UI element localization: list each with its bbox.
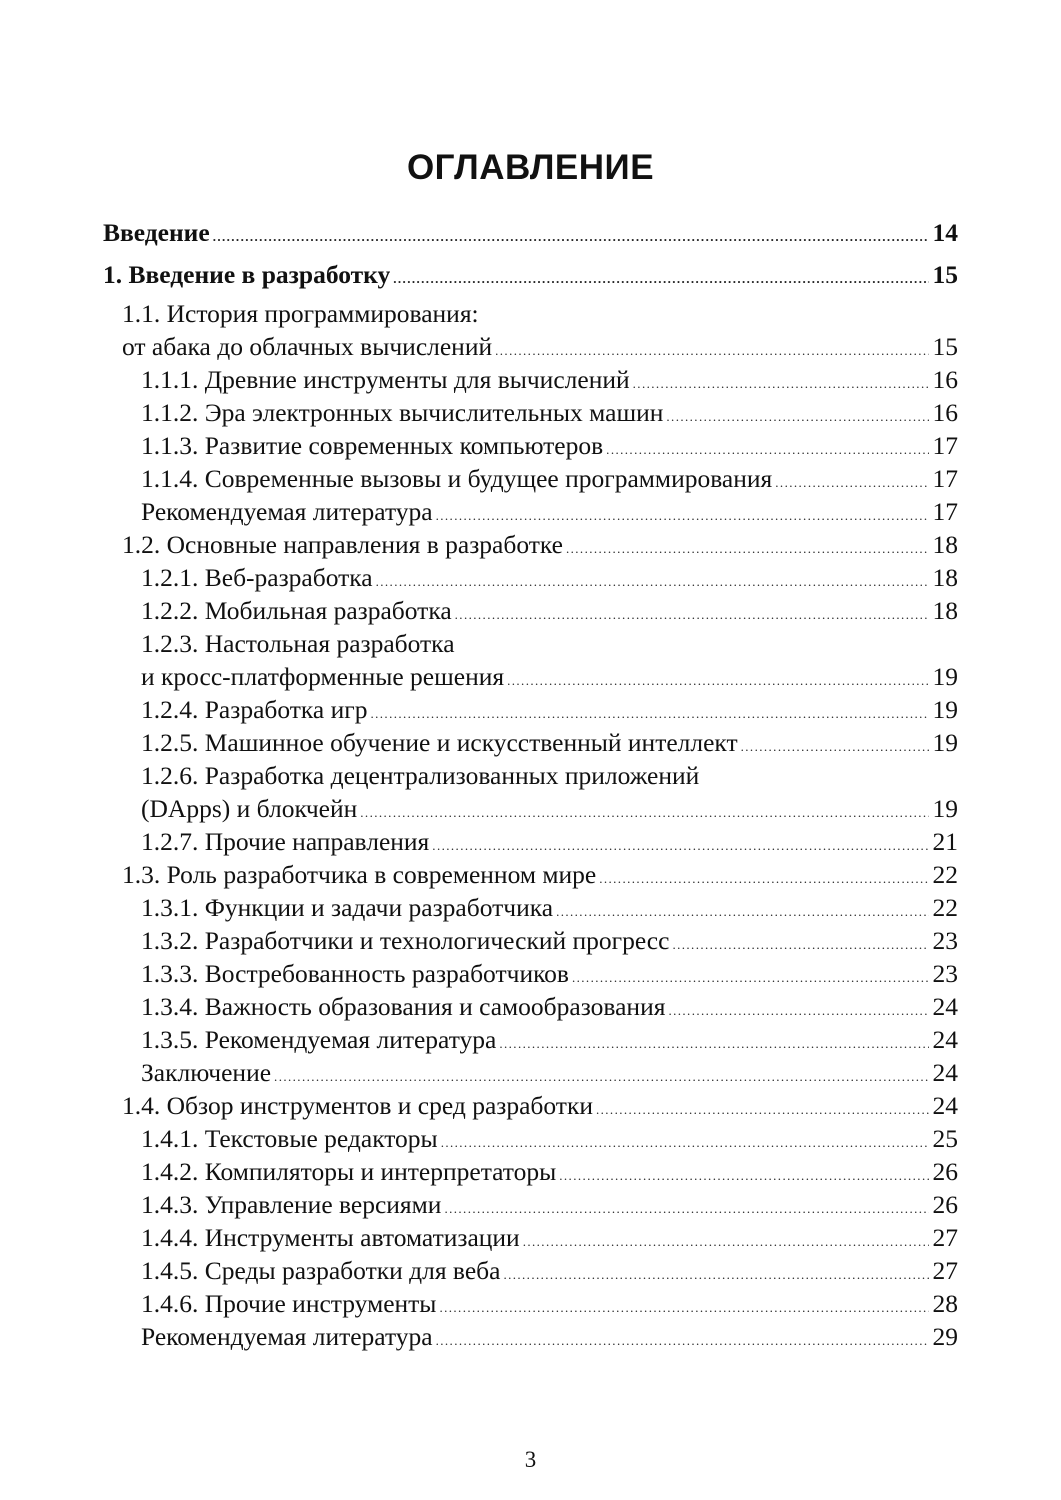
page-number: 3: [524, 1447, 537, 1472]
toc-entry-1-4-5[interactable]: [141, 1254, 958, 1291]
toc-entry-page: 22: [932, 893, 958, 922]
toc-entry-page: 17: [932, 497, 958, 526]
toc-entry-page: 24: [932, 1058, 958, 1087]
toc-entry-1-2-1[interactable]: [141, 561, 958, 598]
toc-entry-label: 1.2.4. Разработка игр: [141, 695, 368, 724]
toc-entry-label: 1.4. Обзор инструментов и сред разработки: [122, 1091, 593, 1120]
toc-entry-label: 1.2.5. Машинное обучение и искусственный интеллект: [141, 728, 738, 757]
toc-entry-page: 19: [932, 794, 958, 823]
toc-entry-label: Рекомендуемая литература: [141, 497, 433, 526]
toc-entry-1-1[interactable]: [122, 330, 958, 367]
toc-entry-page: 24: [932, 992, 958, 1021]
toc-entry-1-3-conclusion[interactable]: [141, 1056, 958, 1093]
toc-entry-page: 16: [932, 398, 958, 427]
toc-entry-page: 26: [932, 1157, 958, 1186]
toc-entry-label: 1.4.6. Прочие инструменты: [141, 1289, 437, 1318]
toc-entry-label: Заключение: [141, 1058, 272, 1087]
toc-entry-page: 19: [932, 695, 958, 724]
toc-entry-page: 24: [932, 1025, 958, 1054]
toc-entry-1-3-3[interactable]: [141, 957, 958, 994]
toc-entry-page: 23: [932, 926, 958, 955]
toc-entry-1-4-6[interactable]: [141, 1287, 958, 1324]
toc-entry-label: 1.2. Основные направления в разработке: [122, 530, 563, 559]
toc-entry-1-3[interactable]: [122, 858, 958, 895]
toc-entry-label: 1.3. Роль разработчика в современном мире: [122, 860, 597, 889]
toc-entry-page: 27: [932, 1223, 958, 1252]
toc-entry-1-2[interactable]: [122, 528, 958, 565]
toc-entry-label: 1.1.3. Развитие современных компьютеров: [141, 431, 604, 460]
toc-entry-label-line: 1.2.6. Разработка децентрализованных приложений: [141, 761, 700, 790]
toc-entry-page: 17: [932, 431, 958, 460]
toc-entry-label-line: 1.1. История программирования:: [122, 299, 479, 328]
toc-entry-page: 26: [932, 1190, 958, 1219]
toc-entry-label: 1.4.1. Текстовые редакторы: [141, 1124, 438, 1153]
toc-entry-1-2-3[interactable]: [141, 660, 958, 697]
toc-entry-1-3-5[interactable]: [141, 1023, 958, 1060]
toc-entry-1-1-1[interactable]: [141, 363, 958, 400]
toc-entry-label: 1.4.3. Управление версиями: [141, 1190, 442, 1219]
toc-entry-label: 1.3.5. Рекомендуемая литература: [141, 1025, 497, 1054]
toc-entry-label: 1.1.4. Современные вызовы и будущее программирования: [141, 464, 773, 493]
toc-entry-label: 1.3.4. Важность образования и самообразования: [141, 992, 666, 1021]
toc-entry-1-4-literature[interactable]: [141, 1320, 958, 1357]
toc-entry-1-4-3[interactable]: [141, 1188, 958, 1225]
toc-entry-1-1-4[interactable]: [141, 462, 958, 499]
toc-entry-page: 17: [932, 464, 958, 493]
toc-entry-label: 1.3.2. Разработчики и технологический прогресс: [141, 926, 670, 955]
toc-entry-label: 1.2.1. Веб-разработка: [141, 563, 373, 592]
toc-entry-1-2-7[interactable]: [141, 825, 958, 862]
toc-entry-label: 1.2.2. Мобильная разработка: [141, 596, 452, 625]
toc-entry-label: и кросс-платформенные решения: [141, 662, 505, 691]
toc-entry-page: 21: [932, 827, 958, 856]
dot-leader: [393, 262, 928, 295]
dot-leader: [455, 598, 929, 631]
toc-entry-1-1-literature[interactable]: [141, 495, 958, 532]
toc-entry-page: 19: [932, 728, 958, 757]
toc-entry-label: Введение: [103, 218, 210, 247]
toc-entry-1-3-4[interactable]: [141, 990, 958, 1027]
toc-entry-page: 19: [932, 662, 958, 691]
toc-entry-page: 18: [932, 563, 958, 592]
toc-entry-1-4-2[interactable]: [141, 1155, 958, 1192]
dot-leader: [213, 220, 929, 253]
toc-entry-page: 23: [932, 959, 958, 988]
toc-entry-label: 1.4.2. Компиляторы и интерпретаторы: [141, 1157, 557, 1186]
toc-entry-1-1-3[interactable]: [141, 429, 958, 466]
toc-entry-1-4-1[interactable]: [141, 1122, 958, 1159]
toc-entry-label: 1.1.2. Эра электронных вычислительных машин: [141, 398, 664, 427]
toc-entry-1-1-2[interactable]: [141, 396, 958, 433]
toc-entry-1-4[interactable]: [122, 1089, 958, 1126]
toc-entry-page: 18: [932, 530, 958, 559]
toc-entry-page: 27: [932, 1256, 958, 1285]
toc-entry-page: 24: [932, 1091, 958, 1120]
toc-entry-label: 1.1.1. Древние инструменты для вычислений: [141, 365, 630, 394]
toc-entry-1-3-1[interactable]: [141, 891, 958, 928]
toc-entry-page: 25: [932, 1124, 958, 1153]
toc-entry-label: 1.3.1. Функции и задачи разработчика: [141, 893, 554, 922]
toc-entry-chapter-1[interactable]: [103, 258, 958, 295]
toc-entry-1-4-4[interactable]: [141, 1221, 958, 1258]
dot-leader: [436, 1324, 929, 1357]
toc-entry-page: 16: [932, 365, 958, 394]
toc-entry-label: 1.2.7. Прочие направления: [141, 827, 430, 856]
toc-entry-page: 15: [932, 332, 958, 361]
page-title: ОГЛАВЛЕНИЕ: [406, 148, 655, 187]
toc-entry-1-2-6[interactable]: [141, 792, 958, 829]
toc-entry-page: 29: [932, 1322, 958, 1351]
toc-entry-page: 15: [932, 260, 958, 289]
toc-entry-page: 28: [932, 1289, 958, 1318]
toc-entry-label: 1. Введение в разработку: [103, 260, 391, 289]
toc-entry-1-2-2[interactable]: [141, 594, 958, 631]
toc-entry-label: 1.3.3. Востребованность разработчиков: [141, 959, 569, 988]
toc-entry-page: 18: [932, 596, 958, 625]
toc-entry-page: 22: [932, 860, 958, 889]
toc-entry-intro[interactable]: [103, 216, 958, 253]
toc-entry-1-2-5[interactable]: [141, 726, 958, 763]
toc-entry-label: (DApps) и блокчейн: [141, 794, 358, 823]
toc-entry-label: 1.4.4. Инструменты автоматизации: [141, 1223, 520, 1252]
toc-entry-page: 14: [932, 218, 958, 247]
toc-entry-label-line: 1.2.3. Настольная разработка: [141, 629, 455, 658]
toc-entry-label: от абака до облачных вычислений: [122, 332, 493, 361]
toc-entry-1-2-4[interactable]: [141, 693, 958, 730]
dot-leader: [741, 730, 929, 763]
toc-entry-1-3-2[interactable]: [141, 924, 958, 961]
toc-entry-label: Рекомендуемая литература: [141, 1322, 433, 1351]
toc-entry-label: 1.4.5. Среды разработки для веба: [141, 1256, 501, 1285]
